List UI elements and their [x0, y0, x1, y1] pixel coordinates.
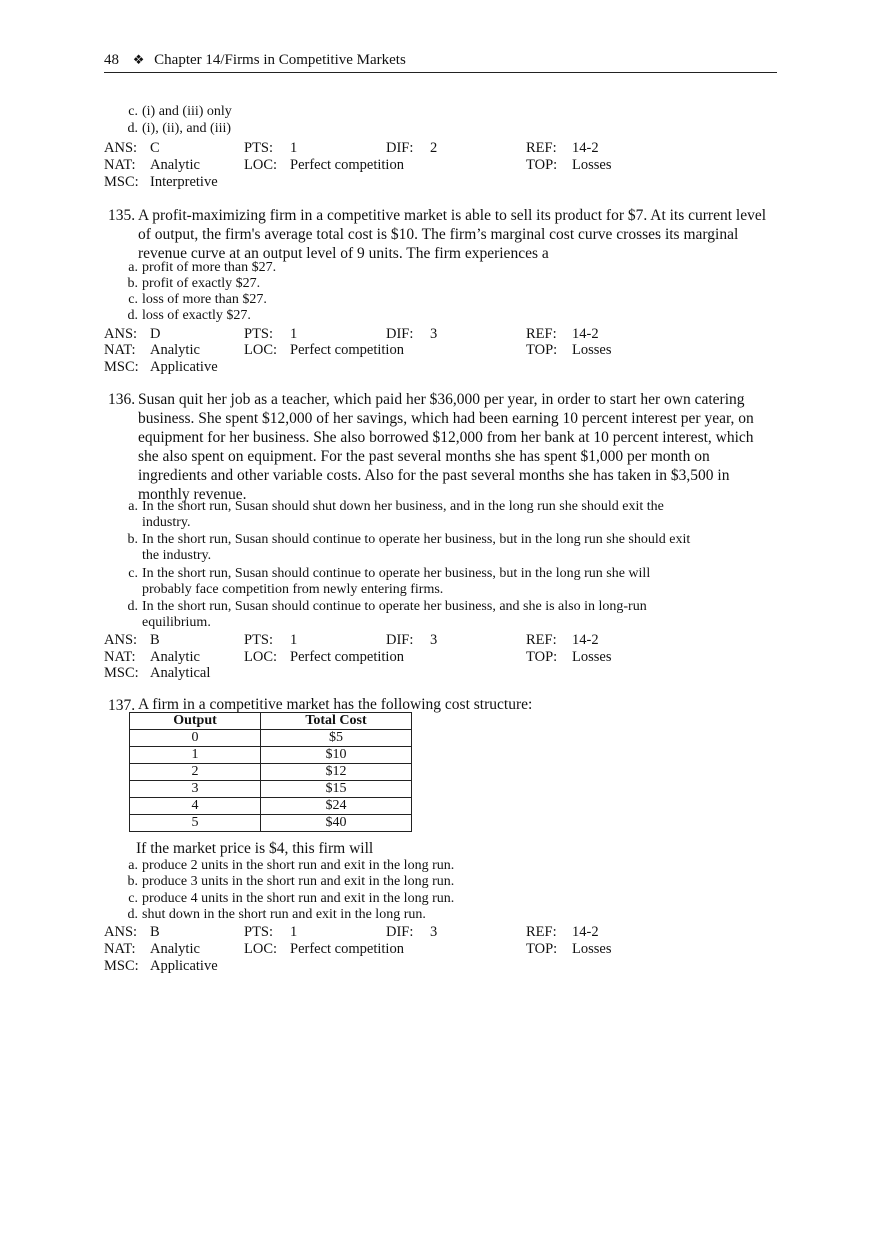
question-prompt: If the market price is $4, this firm will [136, 840, 374, 857]
table-cell: 0 [130, 730, 261, 747]
table-cell: 1 [130, 747, 261, 764]
table-header-row [130, 713, 412, 730]
question-number: 135. [108, 207, 136, 224]
table-cell: $24 [261, 798, 412, 815]
page-number: 48 [104, 52, 119, 68]
question-text: Susan quit her job as a teacher, which paid her $36,000 per year, in order to start her own catering business. She spent $12,000 of her savings, which had been earning 10 percent interest per year, on equipment for her business. She also borrowed $12,000 from her bank at 10 percent interest, which she also spent on equipment. For the past several months she has spent $1,000 per month on ingredients and other variable costs. Also for the past several months she has taken in $3,500 in monthly revenue. [138, 391, 754, 503]
table-cell: 2 [130, 764, 261, 781]
chapter-title: Chapter 14/Firms in Competitive Markets [154, 52, 406, 68]
table-cell: $15 [261, 781, 412, 798]
document-page: 48 ❖ Chapter 14/Firms in Competitive Markets c. (i) and (iii) only d. (i), (ii), and (iii) ANS: C PTS: 1 DIF: 2 REF: 14-2 NAT: Analytic LOC: Perfect competition TOP: Losses MSC: Interpretive 135. A profit-maximizing firm in a competitive market is able to sell its product for $7. At its current level of output, the firm's average total cost is $10. The firm’s marginal cost curve crosses its marginal revenue curve at an output level of 9 units. The firm experiences a a. profit of more than $27. b. profit of exactly $27. c. loss of more than $27. d. loss of exactly $27. ANS: D PTS: 1 DIF: 3 REF: 14-2 NAT: Analytic LOC: Perfect competition TOP: Losses MSC: Applicative 136. Susan quit her job as a teacher, which paid her $36,000 per year, in order to start her own catering business. She spent $12,000 of her savings, which had been earning 10 percent interest per year, on equipment for her business. She also borrowed $12,000 from her bank at 10 percent interest, which she also spent on equipment. For the past several months she has spent $1,000 per month on ingredients and other variable costs. Also for the past several months she has taken in $3,500 in monthly revenue. a. In the short run, Susan should shut down her business, and in the long run she should exit the industry. b. In the short run, Susan should continue to operate her business, but in the long run she should exit the industry. c. In the short run, Susan should continue to operate her business, but in the long run she will probably face competition from newly entering firms. d. In the short run, Susan should continue to operate her business, and she is also in long-run equilibrium. ANS: B PTS: 1 DIF: 3 REF: 14-2 NAT: Analytic LOC: Perfect competition TOP: Losses MSC: Analytical 137. A firm in a competitive market has the following cost structure: Output Total Cost 0 $5 1 $10 2 $12 3 $15 4 $24 5 $40 If the market price is $4, this firm will a. produce 2 units in the short run and exit in the long run. b. produce 3 units in the short run and exit in the long run. c. produce 4 units in the short run and exit in the long run. d. shut down in the short run and exit in the long run. ANS: B PTS: 1 DIF: 3 REF: 14-2 NAT: Analytic LOC: Perfect competition TOP: Losses MSC: Applicative [0, 0, 880, 1247]
column-header: Total Cost [261, 713, 412, 730]
question-text: A profit-maximizing firm in a competitive market is able to sell its product for $7. At its current level of output, the firm's average total cost is $10. The firm’s marginal cost curve crosses its marginal revenue curve at an output level of 9 units. The firm experiences a [138, 207, 767, 262]
cost-table [129, 712, 412, 832]
table-cell: $10 [261, 747, 412, 764]
table-row [130, 764, 412, 781]
table-cell: 3 [130, 781, 261, 798]
question-text: A firm in a competitive market has the following cost structure: [138, 696, 533, 713]
table-cell: $40 [261, 815, 412, 832]
ornament-icon: ❖ [132, 52, 145, 67]
table-cell: $5 [261, 730, 412, 747]
table-row [130, 781, 412, 798]
table-cell: $12 [261, 764, 412, 781]
question-number: 136. [108, 391, 136, 408]
table-cell: 5 [130, 815, 261, 832]
page-header [104, 52, 776, 69]
table-cell: 4 [130, 798, 261, 815]
question-number: 137. [108, 697, 136, 714]
table-row [130, 730, 412, 747]
table-row [130, 815, 412, 832]
table-row [130, 798, 412, 815]
column-header: Output [130, 713, 261, 730]
table-row [130, 747, 412, 764]
header-rule [104, 72, 777, 73]
